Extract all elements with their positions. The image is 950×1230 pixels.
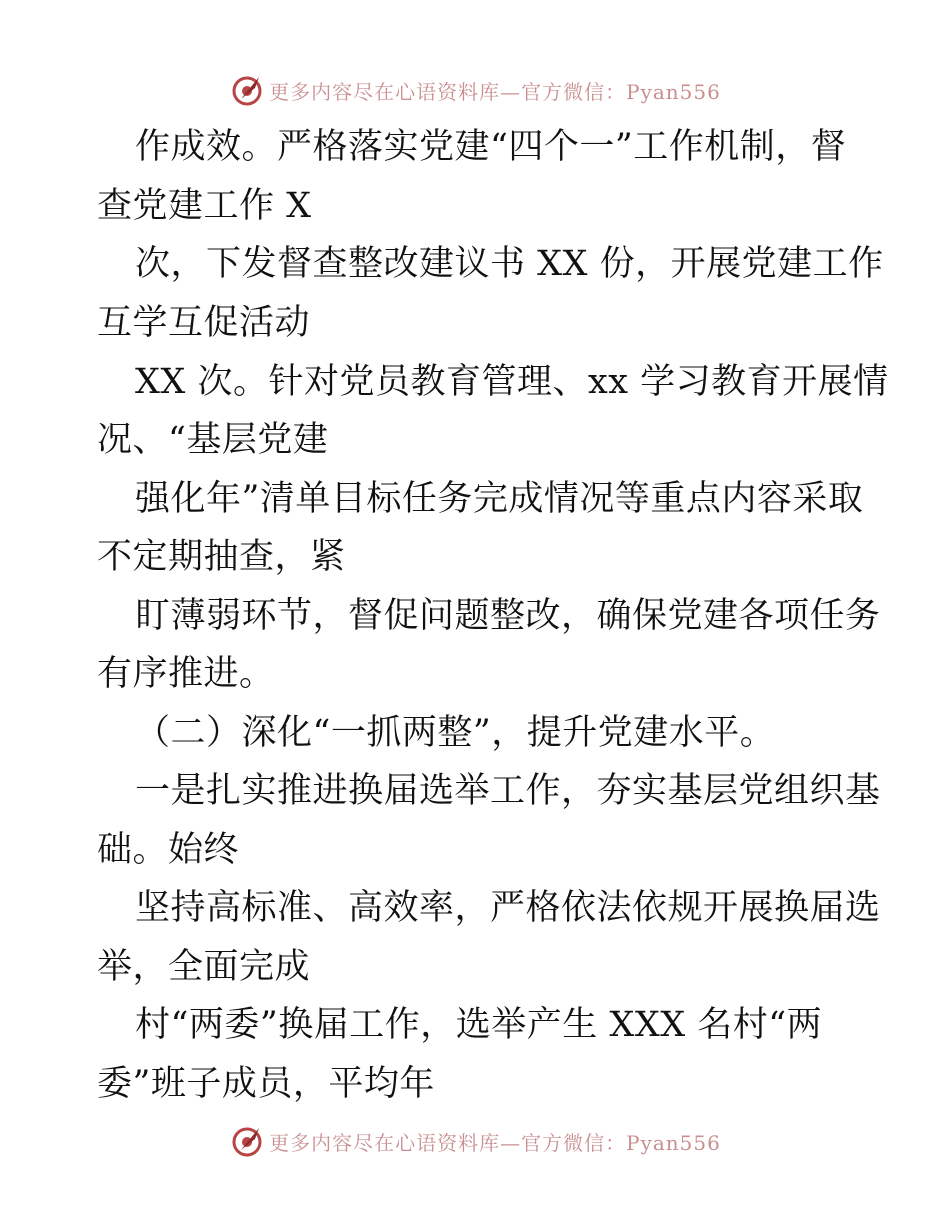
header-watermark — [0, 70, 950, 110]
text-line: 有序推进。 — [97, 654, 275, 694]
text-line: 作成效。严格落实党建“四个一”工作机制，督 — [135, 127, 847, 167]
text-line: 不定期抽查，紧 — [97, 537, 346, 577]
text-line: 础。始终 — [97, 830, 240, 870]
text-line: 盯薄弱环节，督促问题整改，确保党建各项任务 — [135, 596, 881, 636]
text-line: 况、“基层党建 — [97, 420, 329, 460]
quill-logo-icon — [229, 72, 265, 108]
footer-watermark — [0, 1121, 950, 1161]
watermark-text: 更多内容尽在心语资料库—官方微信：Pyan556 — [269, 79, 721, 104]
text-line: 查党建工作 X — [97, 186, 312, 226]
text-line: 举，全面完成 — [97, 947, 311, 987]
text-line: 坚持高标准、高效率，严格依法依规开展换届选 — [135, 888, 881, 928]
text-line: 互学互促活动 — [97, 303, 311, 343]
quill-logo-icon — [229, 1123, 265, 1159]
text-line: 一是扎实推进换届选举工作，夯实基层党组织基 — [135, 771, 881, 811]
text-line: 次，下发督查整改建议书 XX 份，开展党建工作 — [135, 244, 884, 284]
text-line: 村“两委”换届工作，选举产生 XXX 名村“两 — [135, 1005, 823, 1045]
text-line: 强化年”清单目标任务完成情况等重点内容采取 — [135, 479, 864, 519]
section-heading: （二）深化“一抓两整”，提升党建水平。 — [135, 713, 776, 753]
text-line: 委”班子成员，平均年 — [97, 1064, 435, 1104]
text-line: XX 次。针对党员教育管理、xx 学习教育开展情 — [135, 362, 889, 402]
watermark-text: 更多内容尽在心语资料库—官方微信：Pyan556 — [269, 1130, 721, 1155]
